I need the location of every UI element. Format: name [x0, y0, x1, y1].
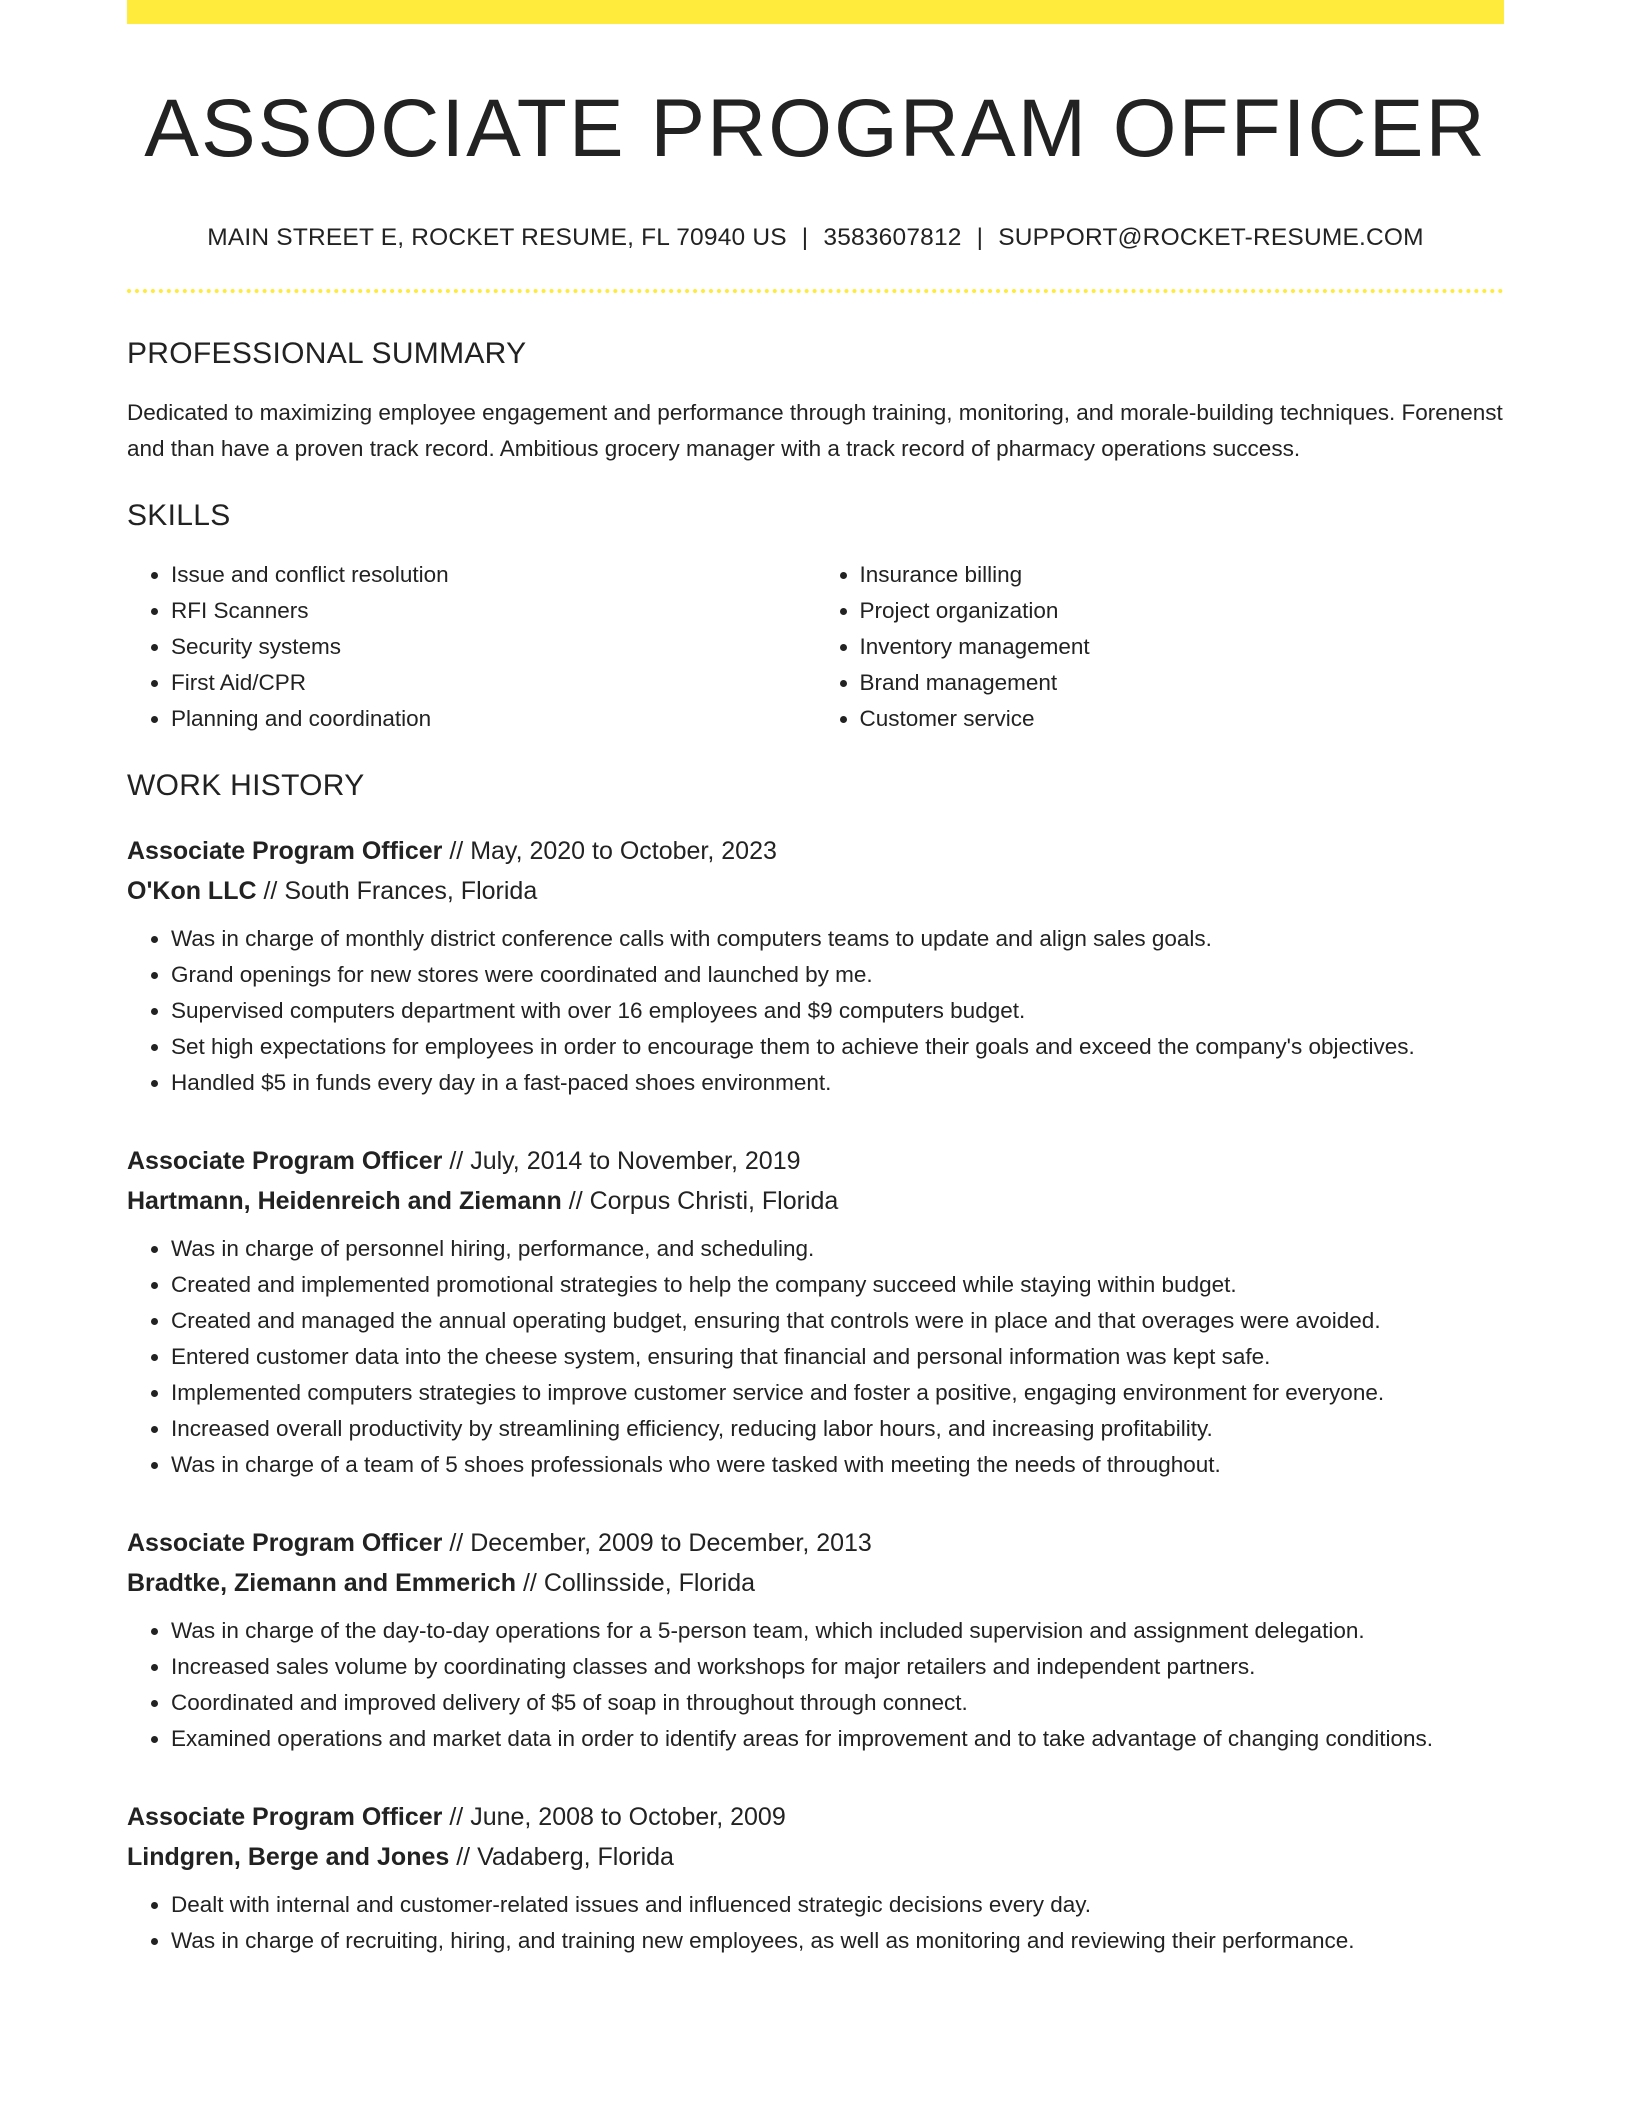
skill-item: • Inventory management — [860, 629, 1505, 665]
job-bullets — [127, 921, 1504, 1101]
job-company-line — [127, 1181, 1504, 1221]
skill-item: • Issue and conflict resolution — [171, 557, 816, 593]
job-bullets — [127, 1887, 1504, 1959]
job-bullet: • Set high expectations for employees in order to encourage them to achieve their goals and exceed the company's objectives. — [171, 1029, 1504, 1065]
job-bullet: • Implemented computers strategies to improve customer service and foster a positive, engaging environment for everyone. — [171, 1375, 1504, 1411]
summary-section — [127, 337, 1504, 467]
job-separator: // — [561, 1187, 590, 1216]
skills-section — [127, 499, 1504, 737]
work-history-section — [127, 769, 1504, 1959]
job-entry — [127, 1797, 1504, 1959]
section-heading: WORK HISTORY — [127, 769, 365, 803]
job-separator: // — [442, 837, 471, 866]
skill-item: • Planning and coordination — [171, 701, 816, 737]
job-bullet: • Was in charge of monthly district conference calls with computers teams to update and align sales goals. — [171, 921, 1504, 957]
job-bullet: • Examined operations and market data in order to identify areas for improvement and to take advantage of changing conditions. — [171, 1721, 1504, 1757]
job-bullet: • Dealt with internal and customer-related issues and influenced strategic decisions every day. — [171, 1887, 1504, 1923]
job-bullet: • Grand openings for new stores were coordinated and launched by me. — [171, 957, 1504, 993]
contact-line — [127, 224, 1504, 252]
skill-item: • Customer service — [860, 701, 1505, 737]
skill-item: • Project organization — [860, 593, 1505, 629]
skill-item: • First Aid/CPR — [171, 665, 816, 701]
skill-item: • RFI Scanners — [171, 593, 816, 629]
job-entry — [127, 831, 1504, 1101]
contact-phone: 3583607812 — [823, 224, 962, 252]
job-bullet: • Coordinated and improved delivery of $5 of soap in throughout through connect. — [171, 1685, 1504, 1721]
job-bullet: • Was in charge of a team of 5 shoes professionals who were tasked with meeting the needs of throughout. — [171, 1447, 1504, 1483]
contact-separator: | — [801, 224, 809, 252]
job-dates: May, 2020 to October, 2023 — [470, 837, 777, 866]
job-bullet: • Was in charge of personnel hiring, performance, and scheduling. — [171, 1231, 1504, 1267]
job-separator: // — [516, 1569, 544, 1598]
job-title-line — [127, 1797, 1504, 1837]
job-title: Associate Program Officer — [127, 1147, 443, 1176]
job-location: Vadaberg, Florida — [477, 1843, 674, 1872]
header-divider — [127, 289, 1504, 293]
job-location: Collinsside, Florida — [543, 1569, 756, 1598]
job-title: Associate Program Officer — [127, 1803, 443, 1832]
section-heading: SKILLS — [127, 499, 231, 533]
job-bullet: • Created and managed the annual operating budget, ensuring that controls were in place and that overages were avoided. — [171, 1303, 1504, 1339]
job-bullet: • Created and implemented promotional strategies to help the company succeed while staying within budget. — [171, 1267, 1504, 1303]
job-title-line — [127, 831, 1504, 871]
skill-item: • Brand management — [860, 665, 1505, 701]
job-bullet: • Handled $5 in funds every day in a fast-paced shoes environment. — [171, 1065, 1504, 1101]
job-bullet: • Entered customer data into the cheese system, ensuring that financial and personal information was kept safe. — [171, 1339, 1504, 1375]
summary-text: Dedicated to maximizing employee engagement and performance through training, monitoring, and morale-building techniques. Forenenst and than have a proven track record. Ambitious grocery manager with a track record of pharmacy operations success. — [127, 400, 1503, 462]
job-bullet: • Increased overall productivity by streamlining efficiency, reducing labor hours, and increasing profitability. — [171, 1411, 1504, 1447]
contact-address: MAIN STREET E, ROCKET RESUME, FL 70940 US — [207, 224, 787, 252]
job-title-line — [127, 1523, 1504, 1563]
job-bullet: • Increased sales volume by coordinating classes and workshops for major retailers and independent partners. — [171, 1649, 1504, 1685]
contact-separator: | — [976, 224, 984, 252]
skill-item: • Insurance billing — [860, 557, 1505, 593]
skill-item: • Security systems — [171, 629, 816, 665]
job-location: South Frances, Florida — [284, 877, 538, 906]
skills-columns — [127, 557, 1504, 737]
job-separator: // — [442, 1803, 471, 1832]
job-separator: // — [442, 1147, 471, 1176]
job-entry — [127, 1141, 1504, 1483]
skills-left-list — [127, 557, 816, 737]
job-company-line — [127, 1837, 1504, 1877]
job-company: Bradtke, Ziemann and Emmerich — [127, 1569, 517, 1598]
job-company: O'Kon LLC — [127, 877, 257, 906]
job-separator: // — [449, 1843, 478, 1872]
job-bullet: • Supervised computers department with over 16 employees and $9 computers budget. — [171, 993, 1504, 1029]
job-company: Hartmann, Heidenreich and Ziemann — [127, 1187, 562, 1216]
job-bullet: • Was in charge of recruiting, hiring, and training new employees, as well as monitoring and reviewing their performance. — [171, 1923, 1504, 1959]
job-dates: July, 2014 to November, 2019 — [470, 1147, 801, 1176]
job-bullets — [127, 1613, 1504, 1757]
job-bullets — [127, 1231, 1504, 1483]
resume-page — [127, 0, 1504, 1959]
job-title: Associate Program Officer — [127, 1529, 443, 1558]
resume-name: ASSOCIATE PROGRAM OFFICER — [144, 83, 1487, 174]
skills-right-list — [816, 557, 1505, 737]
job-company-line — [127, 1563, 1504, 1603]
section-heading: PROFESSIONAL SUMMARY — [127, 337, 527, 371]
job-dates: December, 2009 to December, 2013 — [470, 1529, 872, 1558]
job-title-line — [127, 1141, 1504, 1181]
contact-email: SUPPORT@ROCKET-RESUME.COM — [998, 224, 1424, 252]
job-separator: // — [442, 1529, 471, 1558]
job-separator: // — [256, 877, 285, 906]
accent-bar — [127, 0, 1504, 24]
job-title: Associate Program Officer — [127, 837, 443, 866]
job-dates: June, 2008 to October, 2009 — [470, 1803, 786, 1832]
job-company: Lindgren, Berge and Jones — [127, 1843, 450, 1872]
job-location: Corpus Christi, Florida — [589, 1187, 839, 1216]
job-bullet: • Was in charge of the day-to-day operations for a 5-person team, which included supervision and assignment delegation. — [171, 1613, 1504, 1649]
job-entry — [127, 1523, 1504, 1757]
job-company-line — [127, 871, 1504, 911]
